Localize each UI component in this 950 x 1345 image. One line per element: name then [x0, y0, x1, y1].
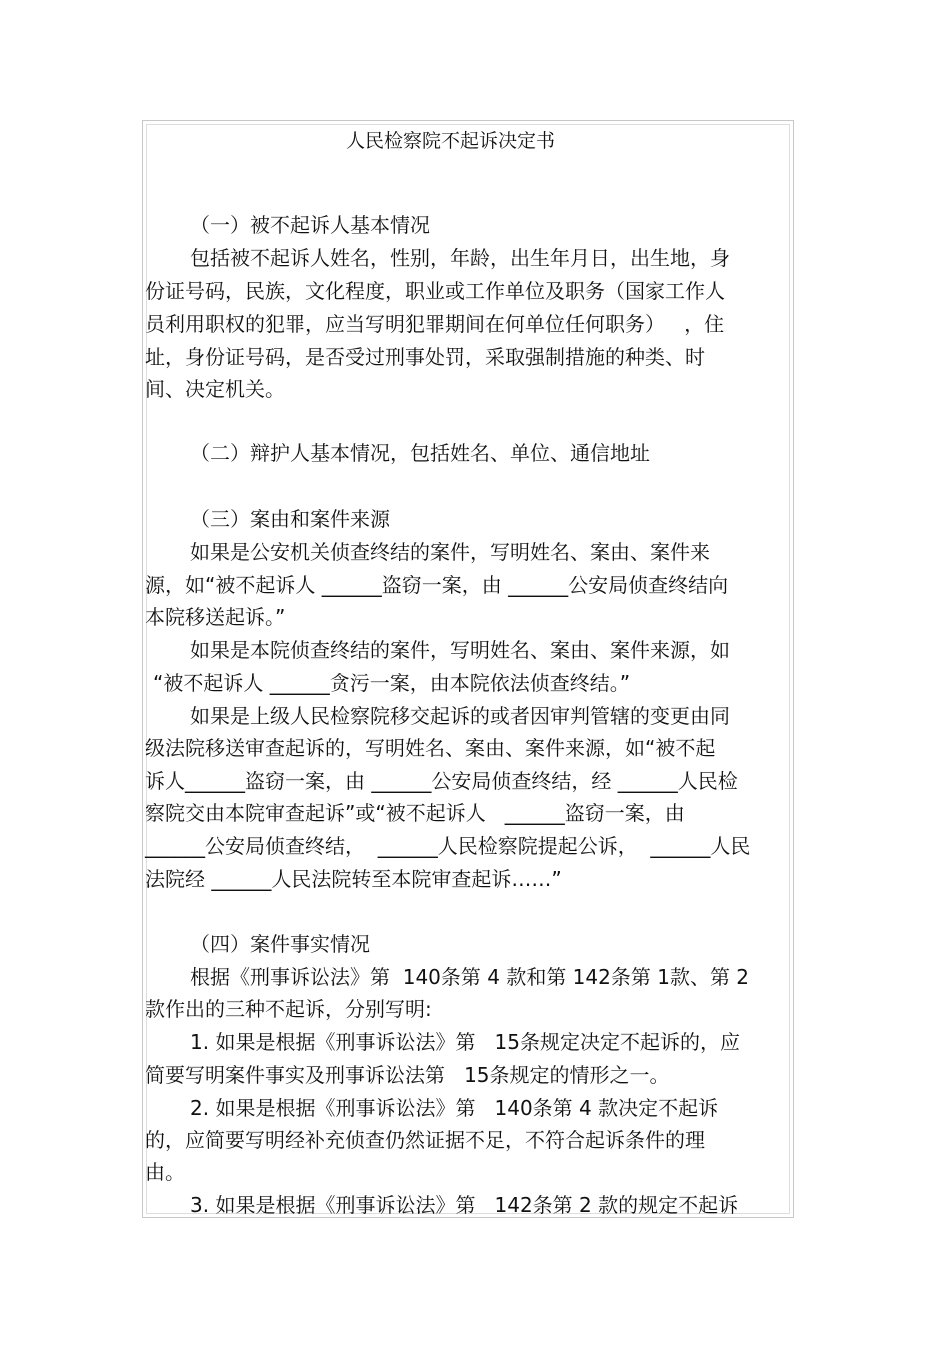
document-title: 人民检察院不起诉决定书 — [346, 130, 556, 152]
text-line: 本院移送起诉。” — [145, 605, 286, 629]
text-line: 款作出的三种不起诉，分别写明: — [145, 997, 432, 1021]
text-line: 2. 如果是根据《刑事诉讼法》第 140条第 4 款决定不起诉 — [190, 1096, 719, 1120]
text-line: 简要写明案件事实及刑事诉讼法第 15条规定的情形之一。 — [145, 1063, 670, 1087]
text-line: 间、决定机关。 — [145, 377, 285, 401]
heading-3: （三）案由和案件来源 — [190, 507, 390, 531]
text-line: 如果是公安机关侦查终结的案件，写明姓名、案由、案件来 — [190, 540, 710, 564]
text-line: 3. 如果是根据《刑事诉讼法》第 142条第 2 款的规定不起诉 — [190, 1193, 739, 1217]
text-line: 由。 — [145, 1160, 185, 1184]
text-line: 察院交由本院审查起诉”或“被不起诉人 ______盗窃一案，由 — [145, 801, 685, 825]
text-line: 诉人______盗窃一案，由 ______公安局侦查终结，经 ______人民检 — [145, 769, 738, 793]
text-line: 如果是本院侦查终结的案件，写明姓名、案由、案件来源，如 — [190, 638, 730, 662]
heading-2: （二）辩护人基本情况，包括姓名、单位、通信地址 — [190, 441, 650, 465]
text-line: 包括被不起诉人姓名，性别，年龄，出生年月日，出生地，身 — [190, 246, 730, 270]
text-line: 级法院移送审查起诉的，写明姓名、案由、案件来源，如“被不起 — [145, 736, 716, 760]
text-line: 址，身份证号码，是否受过刑事处罚，采取强制措施的种类、时 — [145, 345, 705, 369]
text-line: 的，应简要写明经补充侦查仍然证据不足，不符合起诉条件的理 — [145, 1128, 705, 1152]
heading-4: （四）案件事实情况 — [190, 932, 370, 956]
heading-1: （一）被不起诉人基本情况 — [190, 213, 430, 237]
text-line: 员利用职权的犯罪，应当写明犯罪期间在何单位任何职务） ，住 — [145, 312, 725, 336]
text-line: 法院经 ______人民法院转至本院审查起诉……” — [145, 867, 562, 891]
text-line: “被不起诉人 ______贪污一案，由本院依法侦查终结。” — [153, 671, 631, 695]
text-line: 份证号码，民族，文化程度，职业或工作单位及职务（国家工作人 — [145, 279, 725, 303]
text-line: 如果是上级人民检察院移交起诉的或者因审判管辖的变更由同 — [190, 704, 730, 728]
text-line: 根据《刑事诉讼法》第 140条第 4 款和第 142条第 1款、第 2 — [190, 965, 750, 989]
text-line: ______公安局侦查终结， ______人民检察院提起公诉， ______人民 — [145, 834, 751, 858]
text-line: 源，如“被不起诉人 ______盗窃一案，由 ______公安局侦查终结向 — [145, 573, 729, 597]
text-line: 1. 如果是根据《刑事诉讼法》第 15条规定决定不起诉的，应 — [190, 1030, 740, 1054]
